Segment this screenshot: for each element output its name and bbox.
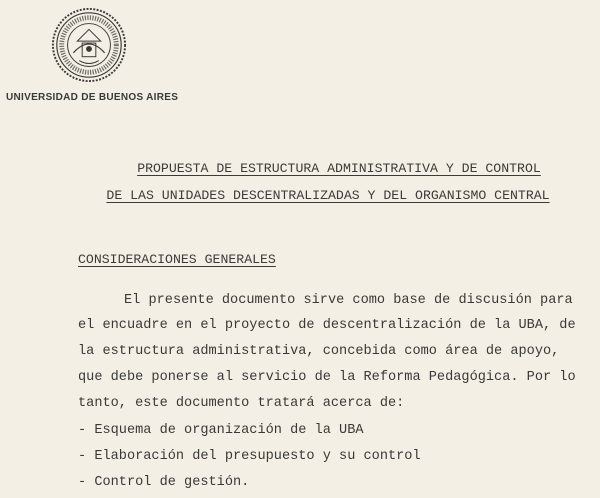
section-heading: CONSIDERACIONES GENERALES (78, 252, 276, 267)
paragraph-line: que debe ponerse al servicio de la Reforma Pedagógica. Por lo (78, 370, 576, 385)
document-title-line-1: PROPUESTA DE ESTRUCTURA ADMINISTRATIVA Y DE CONTROL (137, 161, 541, 176)
list-item: - Esquema de organización de la UBA (78, 423, 364, 438)
paragraph-line: el encuadre en el proyecto de descentralización de la UBA, de (78, 318, 576, 333)
paragraph-line: tanto, este documento tratará acerca de: (78, 396, 405, 411)
institution-name: UNIVERSIDAD DE BUENOS AIRES (6, 92, 179, 103)
list-item: - Elaboración del presupuesto y su control (78, 449, 421, 464)
university-seal-icon (50, 6, 128, 84)
paragraph-line: la estructura administrativa, concebida como área de apoyo, (78, 344, 560, 359)
paragraph-line: El presente documento sirve como base de discusión para (124, 293, 573, 308)
list-item: - Control de gestión. (78, 475, 250, 490)
document-title-line-2: DE LAS UNIDADES DESCENTRALIZADAS Y DEL ORGANISMO CENTRAL (106, 188, 550, 203)
